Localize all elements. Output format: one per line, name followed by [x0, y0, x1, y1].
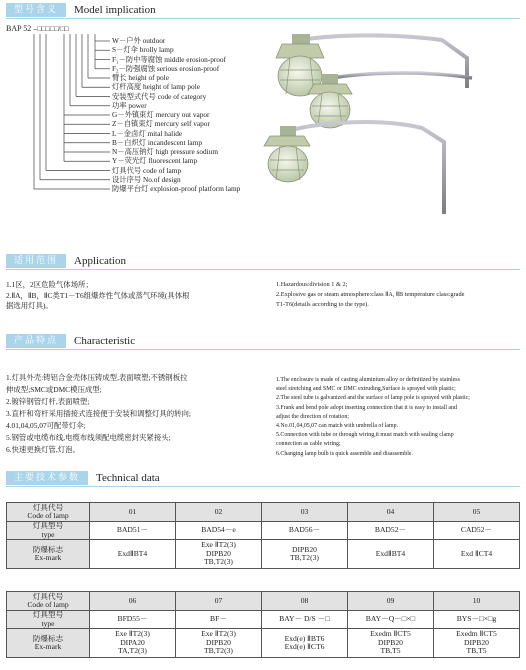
model-legend-item: G－外镇束灯 mercury out vapor: [112, 110, 210, 119]
code-cell: 08: [262, 592, 348, 611]
model-legend-item: N－高压钠灯 high pressure sodium: [112, 147, 219, 156]
model-legend-item: 灯具代号 code of lamp: [112, 165, 182, 175]
characteristic-cn-line: 1.灯具外壳:铸铝合金壳体压铸成型,表面喷塑;不锈钢板拉: [6, 373, 188, 382]
characteristic-section-title: Characteristic: [74, 335, 136, 347]
exmark-cell: Exe ⅡT2(3) DIPA20 TA,T2(3): [90, 629, 176, 658]
type-cell: BAD51－: [90, 522, 176, 540]
type-cell: BYS－□×□g: [434, 611, 520, 629]
type-cell: BF－: [176, 611, 262, 629]
characteristic-cn-line: 6.快速更换灯管,灯泡。: [6, 445, 80, 454]
exmark-cell: Exe ⅡT2(3) DIPB20 TB,T2(3): [176, 540, 262, 569]
characteristic-text-cn: [6, 372, 268, 456]
model-legend-item: 臂长 height of pole: [112, 73, 169, 82]
row-head-type: 灯具型号 type: [7, 522, 90, 540]
model-code-prefix: BAP 52 –: [6, 24, 38, 33]
characteristic-cn-line: 3.直杆和弯杆采用插接式连接便于安装和调整灯具的转向;: [6, 409, 191, 418]
row-head-exmark: 防爆标志 Ex-mark: [7, 629, 90, 658]
row-head-type: 灯具型号 type: [7, 611, 90, 629]
type-cell: BAD56－: [262, 522, 348, 540]
characteristic-en-line: 1.The enclosure is made of casting aluminium alloy or definitized by stainless: [276, 377, 460, 383]
characteristic-en-line: 2.The steel tube is galvanized and the surface of lamp pole is sprayed with plastic;: [276, 395, 470, 402]
application-text-en: [276, 280, 522, 310]
code-cell: 09: [348, 592, 434, 611]
code-cell: 03: [262, 503, 348, 522]
table-row-code: [7, 503, 520, 522]
exmark-cell: DIPB20 TB,T2(3): [262, 540, 348, 569]
row-head-code: 灯具代号 Code of lamp: [7, 592, 90, 611]
model-legend-item: 安装型式代号 code of category: [112, 91, 207, 101]
type-cell: BFD55－: [90, 611, 176, 629]
exmark-cell: Exd(e) ⅡBT6 Exd(e) ⅡCT6: [262, 629, 348, 658]
lamp-illustrations: [262, 18, 520, 218]
model-legend-item: 功率 power: [112, 100, 147, 110]
characteristic-section-rule: [6, 349, 520, 350]
exmark-cell: Exe ⅡT2(3) DIPB20 TB,T2(3): [176, 629, 262, 658]
type-cell: BAY－ D/S －□: [262, 611, 348, 629]
characteristic-section-header: [6, 334, 135, 348]
model-legend-item: Y－荧光灯 fluorescent lamp: [112, 156, 198, 166]
table-row-exmark: [7, 540, 520, 569]
code-cell: 10: [434, 592, 520, 611]
model-legend-item: B－白炽灯 incandescent lamp: [112, 137, 202, 147]
characteristic-en-line: adjust the direction of rotation;: [276, 413, 349, 420]
code-cell: 05: [434, 503, 520, 522]
lamp-image-1: [276, 34, 467, 96]
characteristic-cn-line: 4.01,04,05,07可配带灯伞;: [6, 421, 86, 430]
technical-section-tag: 主要技术参数: [6, 471, 88, 485]
lamp-image-3: [264, 122, 444, 214]
characteristic-en-line: steel stretching and SMC or DMC extruding,Surface is sprayed with plastic;: [276, 386, 456, 393]
exmark-cell: ExdⅡBT4: [90, 540, 176, 569]
lamp-image-2: [308, 73, 472, 128]
exmark-cell: Exd ⅡCT4: [434, 540, 520, 569]
application-en-line: T1-T6(details according to the type).: [276, 301, 369, 308]
technical-section-title: Technical data: [96, 472, 160, 484]
model-legend-item: F₂－防强腐蚀 serious erosion-proof: [112, 63, 220, 73]
code-cell: 04: [348, 503, 434, 522]
table-row-type: [7, 611, 520, 629]
application-section-rule: [6, 269, 520, 270]
characteristic-en-line: 4.No.01,04,05,07 can match with umbrella of lamp.: [276, 423, 399, 430]
characteristic-section-tag: 产品特点: [6, 334, 66, 348]
characteristic-text-en: [276, 376, 522, 459]
characteristic-en-line: 5.Connection with tube or through wiring,it must match with sealing clamp: [276, 432, 454, 439]
model-section-tag: 型号含义: [6, 3, 66, 17]
characteristic-en-line: 6.Changing lamp bulb is quick assemble and disassemble.: [276, 450, 413, 457]
exmark-cell: Exedm ⅡCT5 DIPB20 TB,T5: [348, 629, 434, 658]
type-cell: BAY－Q－□×□: [348, 611, 434, 629]
characteristic-en-line: 3.Frank and bend pole adopt inserting connection that it is easy to install and: [276, 404, 457, 411]
code-cell: 07: [176, 592, 262, 611]
application-en-line: 1.Hazardous:division 1 & 2;: [276, 281, 348, 288]
table-row-code: [7, 592, 520, 611]
characteristic-en-line: connection as cable wiring;: [276, 441, 341, 448]
model-legend-item: 灯杆高度 height of lamp pole: [112, 82, 200, 92]
application-section-title: Application: [74, 255, 126, 267]
type-cell: CAD52－: [434, 522, 520, 540]
code-cell: 02: [176, 503, 262, 522]
model-legend-item: S－灯伞 brolly lamp: [112, 45, 174, 55]
application-text-cn: [6, 280, 268, 312]
application-cn-line: 据选用灯具)。: [6, 301, 53, 310]
application-cn-line: 1.1区，2区危险气体场所；: [6, 280, 93, 289]
model-legend-item: L－金卤灯 mital halide: [112, 128, 183, 138]
model-code-placeholder: □□□□□/□□: [37, 25, 69, 33]
exmark-cell: ExdⅡBT4: [348, 540, 434, 569]
model-section-title: Model implication: [74, 4, 156, 16]
table-row-exmark: [7, 629, 520, 658]
model-legend-item: Z－自镇束灯 mercury self vapor: [112, 119, 210, 129]
technical-table-1: [6, 502, 520, 569]
application-cn-line: 2.ⅡA，ⅡB，ⅡC类T1－T6组爆炸性气体或蒸气环境(具体根: [6, 290, 190, 300]
type-cell: BAD52－: [348, 522, 434, 540]
application-section-tag: 适用范围: [6, 254, 66, 268]
table-row-type: [7, 522, 520, 540]
model-code: [6, 24, 69, 34]
model-legend-item: F₁－防中等腐蚀 middle erosion-proof: [112, 54, 227, 64]
row-head-exmark: 防爆标志 Ex-mark: [7, 540, 90, 569]
row-head-code: 灯具代号 Code of lamp: [7, 503, 90, 522]
exmark-cell: Exedm ⅡCT5 DIPB20 TB,T5: [434, 629, 520, 658]
model-legend-item: 设计序号 No.of design: [112, 174, 181, 184]
model-legend-item: W－户外 outdoor: [112, 36, 166, 45]
application-en-line: 2.Explosive gas or steam atmosphere:class ⅡA, ⅡB temperature class:grade: [276, 291, 465, 298]
code-cell: 06: [90, 592, 176, 611]
application-section-header: [6, 254, 126, 268]
model-legend-item: 防爆平台灯 explosion-proof platform lamp: [112, 184, 241, 193]
type-cell: BAD54－e: [176, 522, 262, 540]
characteristic-cn-line: 5.钢管或电缆布线,电缆布线须配电缆密封夹紧接头;: [6, 433, 171, 442]
technical-section-rule: [6, 486, 520, 487]
technical-section-header: [6, 471, 160, 485]
characteristic-cn-line: 2.镀锌钢管灯杆,表面喷塑;: [6, 397, 90, 406]
model-section-header: [6, 3, 156, 17]
code-cell: 01: [90, 503, 176, 522]
characteristic-cn-line: 伸成型;SMC或DMC模压成型;: [6, 385, 102, 394]
technical-table-2: [6, 591, 520, 658]
